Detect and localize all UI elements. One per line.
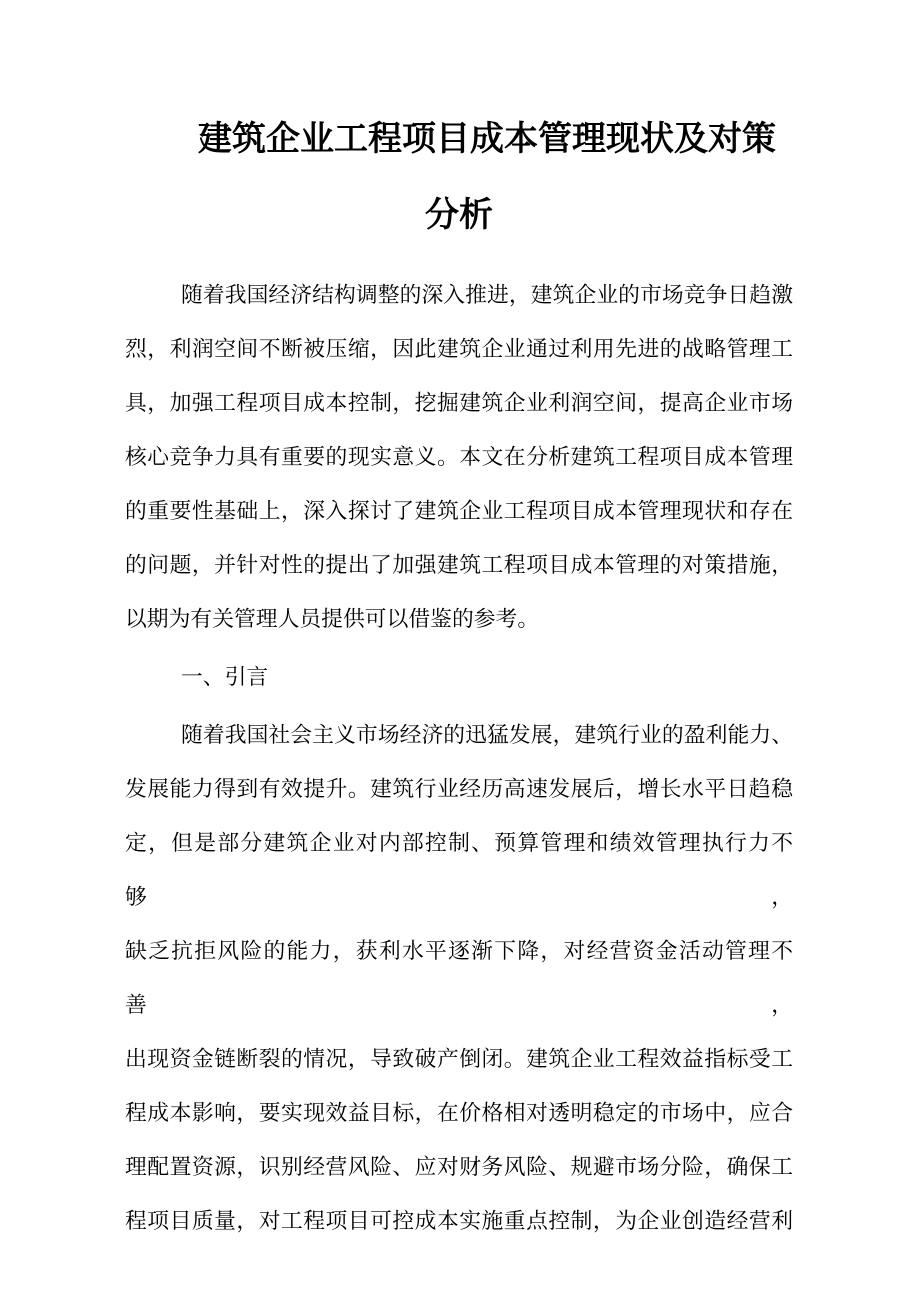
- section-heading-introduction: 一、引言: [181, 665, 269, 689]
- text-line: 随着我国经济结构调整的深入推进，建筑企业的市场竞争日趋激: [181, 283, 793, 307]
- title-line-2: 分析: [425, 197, 493, 234]
- text-line: 的问题，并针对性的提出了加强建筑工程项目成本管理的对策措施，: [125, 553, 793, 577]
- abstract-paragraph: [125, 268, 793, 646]
- text-line: 程项目质量，对工程项目可控成本实施重点控制，为企业创造经营利: [125, 1209, 793, 1233]
- text-line: 烈，利润空间不断被压缩，因此建筑企业通过利用先进的战略管理工: [125, 337, 793, 361]
- text-line: 具，加强工程项目成本控制，挖掘建筑企业利润空间，提高企业市场: [125, 391, 793, 415]
- text-line: 核心竞争力具有重要的现实意义。本文在分析建筑工程项目成本管理: [125, 445, 793, 469]
- text-line: 随着我国社会主义市场经济的迅猛发展，建筑行业的盈利能力、: [181, 723, 793, 747]
- text-line: 定，但是部分建筑企业对内部控制、预算管理和绩效管理执行力不够，: [125, 831, 793, 909]
- text-line: 发展能力得到有效提升。建筑行业经历高速发展后，增长水平日趋稳: [125, 777, 793, 801]
- text-line: 的重要性基础上，深入探讨了建筑企业工程项目成本管理现状和存在: [125, 499, 793, 523]
- document-title: [125, 102, 793, 254]
- title-line-1: 建筑企业工程项目成本管理现状及对策: [198, 121, 776, 158]
- text-line: 缺乏抗拒风险的能力，获利水平逐渐下降，对经营资金活动管理不善，: [125, 939, 793, 1017]
- introduction-paragraph: [125, 708, 793, 1248]
- text-line: 理配置资源，识别经营风险、应对财务风险、规避市场分险，确保工: [125, 1155, 793, 1179]
- text-line: 程成本影响，要实现效益目标，在价格相对透明稳定的市场中，应合: [125, 1101, 793, 1125]
- text-line: 以期为有关管理人员提供可以借鉴的参考。: [125, 607, 540, 631]
- text-line: 出现资金链断裂的情况，导致破产倒闭。建筑企业工程效益指标受工: [125, 1047, 793, 1071]
